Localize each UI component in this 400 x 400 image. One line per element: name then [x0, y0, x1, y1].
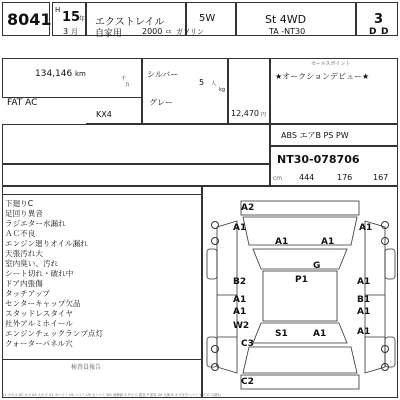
sales-point: ★オークションデビュー★ — [275, 72, 370, 81]
color-code: KX4 — [96, 110, 112, 119]
door-type: 5W — [199, 13, 216, 24]
grade: St 4WD — [265, 13, 307, 26]
rear-bumper-outline — [241, 375, 359, 389]
bottom-label: 検査員報告 — [71, 364, 102, 371]
score-cell — [356, 2, 398, 36]
displacement-unit: cc — [166, 29, 172, 35]
inspector-cell — [2, 164, 270, 186]
mileage: 134,146 — [35, 69, 73, 79]
sales-point-header: セールスポイント — [311, 61, 351, 67]
remark-item: 下廻りC — [5, 199, 34, 208]
month-label: 月 — [71, 28, 78, 36]
damage-mark: W2 — [233, 321, 250, 331]
remark-item: 天張汚れ大 — [5, 249, 43, 258]
remark-item: センターキャップ欠品 — [5, 299, 81, 308]
width-value: 176 — [337, 173, 353, 182]
tire-tread-icon — [381, 237, 389, 245]
transmission: FAT AC — [7, 98, 38, 108]
mileage-unit: km — [75, 70, 86, 78]
trunk-outline — [243, 347, 357, 373]
tire-tread-icon — [211, 221, 219, 229]
damage-mark: A1 — [357, 307, 371, 317]
remark-item: クォーターパネル穴 — [5, 339, 73, 348]
seating-capacity: 5 — [199, 78, 205, 87]
remark-item: 社外アルミホイール — [5, 319, 73, 328]
damage-legend: A1 小キズ A2 キズ A3 大キズ U1 小ヘコミ U2 ヘコミ U3 大ヘコミ W1 補修跡 S サビ C 腐食 P 塗装 XX 交換 B キズ付きヘコミ Y 穴 G 石跳ね — [2, 393, 221, 397]
damage-mark: A1 — [359, 223, 373, 233]
sales-point-cell — [270, 58, 398, 124]
seating-unit: 人 — [211, 81, 217, 87]
rear-window-outline — [253, 323, 347, 343]
damage-mark: C3 — [241, 339, 254, 349]
damage-mark: P1 — [295, 275, 308, 285]
remark-item: ラジエター水漏れ — [5, 219, 66, 228]
remark-item: ドア内張傷 — [5, 279, 43, 288]
equipment-list: ABS エアB PS PW — [281, 131, 349, 140]
remark-item: スタッドレスタイヤ — [5, 309, 73, 318]
spec-cell — [142, 58, 228, 124]
recycle-fee: 12,470 — [231, 109, 259, 118]
year-cell — [52, 2, 86, 36]
year-era: H — [55, 6, 61, 14]
damage-mark: C2 — [241, 377, 254, 387]
exterior-score: D — [381, 27, 389, 37]
damage-mark: A1 — [313, 329, 327, 339]
front-bumper-outline — [241, 201, 359, 215]
length-value: 444 — [299, 173, 315, 182]
windshield-outline — [253, 249, 347, 269]
color-cell — [86, 58, 142, 124]
tire-tread-icon — [211, 345, 219, 353]
overall-score: 3 — [374, 12, 384, 27]
car-diagram — [203, 187, 399, 399]
tire-tread-icon — [211, 363, 219, 371]
damage-mark: B1 — [357, 295, 371, 305]
tire-tread-icon — [211, 237, 219, 245]
remark-item: タッチアップ — [5, 289, 51, 298]
car-name: エクストレイル — [95, 17, 165, 28]
lot-number: 8041 — [7, 10, 52, 29]
color-name: グレー — [149, 98, 173, 107]
mileage-mark-tenthousand: 万 — [125, 82, 131, 88]
interior-score: D — [369, 27, 377, 37]
tire-icon — [207, 249, 217, 279]
fuel-type: ガソリン — [176, 28, 204, 36]
capacity-unit: kg — [219, 87, 226, 93]
chassis-number: NT30-078706 — [277, 153, 360, 166]
damage-mark: A1 — [321, 237, 335, 247]
remark-item: エンジンチェックランプ点灯 — [5, 329, 104, 338]
damage-diagram-cell — [202, 186, 398, 398]
displacement: 2000 — [142, 27, 163, 36]
damage-mark: B2 — [233, 277, 247, 287]
year-label: 年 — [79, 16, 86, 23]
damage-mark: A1 — [233, 307, 247, 317]
recycle-unit: 円 — [261, 112, 267, 118]
model-code: TA -NT30 — [269, 27, 306, 36]
grade-cell — [236, 2, 356, 36]
usage: 自家用 — [95, 29, 123, 39]
chassis-cell — [270, 146, 398, 186]
remark-item: ＡＣ不良 — [5, 229, 36, 238]
remark-item: 室内臭い、汚れ — [5, 259, 59, 268]
remark-item: シート切れ・破れ中 — [5, 269, 74, 278]
tire-tread-icon — [381, 221, 389, 229]
damage-mark: S1 — [275, 329, 288, 339]
equipment-cell — [2, 124, 270, 164]
year-value: 15 — [62, 10, 81, 25]
exterior-color: シルバー — [147, 70, 179, 79]
month-value: 3 — [63, 27, 69, 36]
damage-mark: A1 — [357, 277, 371, 287]
recycle-cell — [228, 58, 270, 124]
hood-outline — [243, 217, 357, 245]
damage-mark: A2 — [241, 203, 255, 213]
height-value: 167 — [373, 173, 389, 182]
equipment-notes-cell — [270, 124, 398, 146]
tire-tread-icon — [381, 345, 389, 353]
remark-item: 足回り異音 — [5, 209, 43, 218]
damage-mark: A1 — [233, 223, 247, 233]
mileage-mark-thousand: 千 — [121, 76, 127, 82]
length-mark: cm — [273, 175, 283, 182]
damage-mark: A1 — [233, 295, 247, 305]
lot-number-cell — [2, 2, 50, 36]
remarks-cell — [2, 186, 202, 398]
damage-mark: A1 — [275, 237, 289, 247]
damage-mark: A1 — [357, 327, 371, 337]
tire-icon — [385, 249, 395, 279]
tire-tread-icon — [381, 363, 389, 371]
damage-mark: G — [313, 261, 321, 271]
remark-item: エンジン廻りオイル漏れ — [5, 239, 88, 248]
